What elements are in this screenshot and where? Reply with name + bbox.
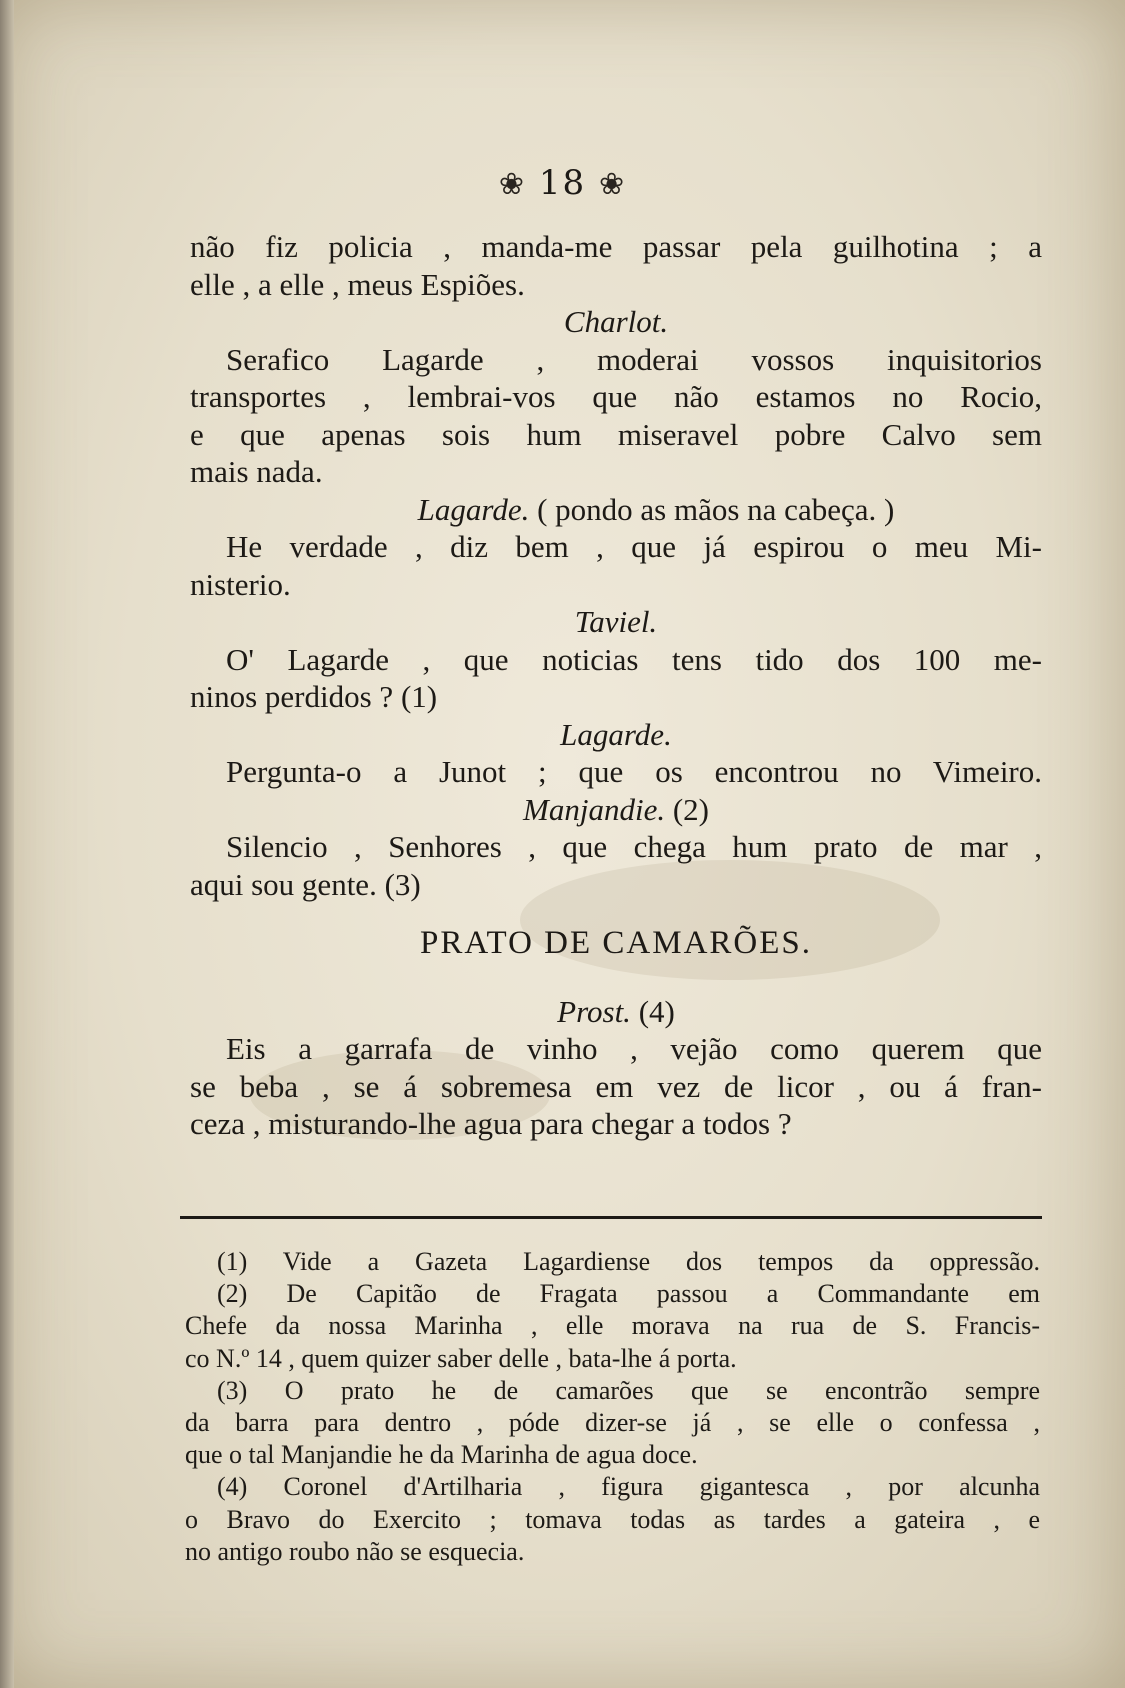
text-line: se beba , se á sobremesa em vez de licor , ou á fran- (190, 1068, 1042, 1104)
dialogue-block (190, 228, 1042, 903)
text-line: mais nada. (190, 454, 323, 489)
speaker-name: Charlot. (563, 304, 669, 339)
text-line: (2) De Capitão de Fragata passou a Commandante em (217, 1279, 1040, 1309)
speaker-name: Lagarde. ( pondo as mãos na cabeça. ) (417, 491, 895, 527)
text-line: aqui sou gente. (3) (190, 866, 421, 902)
text-line: He verdade , diz bem , que já espirou o meu Mi- (226, 529, 1042, 564)
text-line: (4) Coronel d'Artilharia , figura gigantesca , por alcunha (217, 1472, 1040, 1502)
text-line: Silencio , Senhores , que chega hum prato de mar , (226, 829, 1042, 864)
text-line: Serafico Lagarde , moderai vossos inquisitorios (226, 341, 1042, 377)
text-line: o Bravo do Exercito ; tomava todas as tardes a gateira , e (185, 1504, 1040, 1534)
text-line: transportes , lembrai-vos que não estamos no Rocio, (190, 379, 1042, 414)
text-line: (3) O prato he de camarões que se encontrão sempre (217, 1375, 1040, 1405)
footnote-rule (180, 1216, 1042, 1219)
text-line: no antigo roubo não se esquecia. (185, 1536, 525, 1566)
speaker-name: Manjandie. (2) (523, 791, 709, 827)
text-line: nisterio. (190, 566, 291, 602)
dialogue-block (190, 993, 1042, 1143)
text-line: ninos perdidos ? (1) (190, 679, 438, 714)
page-gutter (0, 0, 14, 1688)
section-heading: PRATO DE CAMARÕES. (419, 925, 813, 961)
speaker-name: Taviel. (574, 604, 658, 639)
text-line: da barra para dentro , póde dizer-se já , se elle o confessa , (185, 1408, 1040, 1438)
text-line: Chefe da nossa Marinha , elle morava na rua de S. Francis- (185, 1311, 1040, 1341)
footnotes (185, 1246, 1040, 1568)
text-line: (1) Vide a Gazeta Lagardiense dos tempos da oppressão. (217, 1247, 1040, 1276)
text-line: Pergunta-o a Junot ; que os encontrou no Vimeiro. (226, 754, 1042, 789)
speaker-name: Prost. (4) (557, 993, 675, 1029)
page-number: 18 (538, 163, 587, 203)
body-text (190, 228, 1042, 1143)
text-line: elle , a elle , meus Espiões. (190, 266, 525, 302)
text-line: O' Lagarde , que noticias tens tido dos 100 me- (226, 641, 1042, 677)
text-line: não fiz policia , manda-me passar pela guilhotina ; a (190, 229, 1042, 264)
ornament-icon: ❀ (498, 167, 527, 202)
ornament-icon: ❀ (598, 167, 627, 202)
page-header (0, 163, 1125, 203)
text-line: Eis a garrafa de vinho , vejão como querem que (226, 1031, 1042, 1066)
text-line: e que apenas sois hum miseravel pobre Calvo sem (190, 416, 1042, 452)
text-line: que o tal Manjandie he da Marinha de agua doce. (185, 1440, 698, 1470)
text-line: ceza , misturando-lhe agua para chegar a todos ? (190, 1106, 792, 1141)
text-line: co N.º 14 , quem quizer saber delle , bata-lhe á porta. (185, 1343, 737, 1373)
speaker-name: Lagarde. (560, 716, 672, 752)
